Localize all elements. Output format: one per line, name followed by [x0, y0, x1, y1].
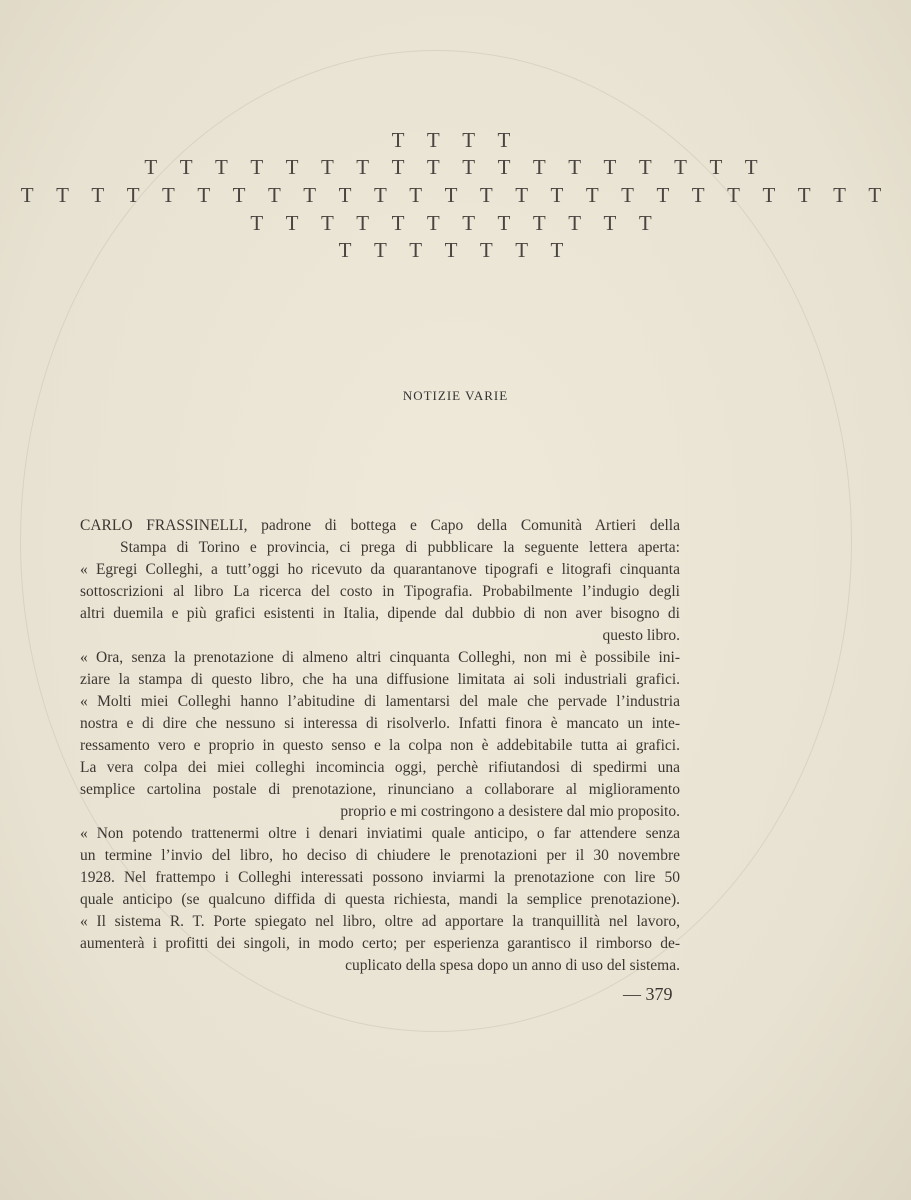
article-line: cuplicato della spesa dopo un anno di uso del sistema.	[345, 957, 680, 974]
article-line: « Molti miei Colleghi hanno l’abitudine di lamentarsi del male che pervade l’industria	[80, 693, 680, 710]
article-line: aumenterà i profitti dei singoli, in modo certo; per esperienza garantisco il rimborso de-	[80, 935, 680, 952]
article-line: « Ora, senza la prenotazione di almeno altri cinquanta Colleghi, non mi è possibile ini-	[80, 649, 680, 666]
article-line: « Il sistema R. T. Porte spiegato nel libro, oltre ad apportare la tranquillità nel lavoro,	[80, 913, 680, 930]
ornament-line-1: T T T T	[391, 128, 520, 152]
ornament-line-4: T T T T T T T T T T T T	[250, 211, 661, 235]
article-line: sottoscrizioni al libro La ricerca del costo in Tipografia. Probabilmente l’indugio degli	[80, 583, 680, 600]
article-line: ziare la stampa di questo libro, che ha una diffusione limitata ai soli industriali grafici.	[80, 671, 680, 688]
article-line: 1928. Nel frattempo i Colleghi interessati possono inviarmi la prenotazione con lire 50	[80, 869, 680, 886]
article-line: nostra e di dire che nessuno si interessa di risolverlo. Infatti finora è mancato un inte-	[80, 715, 680, 732]
article-line: CARLO FRASSINELLI, padrone di bottega e Capo della Comunità Artieri della	[80, 517, 680, 534]
article-line: « Non potendo trattenermi oltre i denari inviatimi quale anticipo, o far attendere senza	[80, 825, 680, 842]
section-heading: NOTIZIE VARIE	[402, 388, 509, 403]
article-line: altri duemila e più grafici esistenti in Italia, dipende dal dubbio di non aver bisogno di	[80, 605, 680, 622]
article-line: proprio e mi costringono a desistere dal mio proposito.	[340, 803, 680, 820]
article-line: un termine l’invio del libro, ho deciso di chiudere le prenotazioni per il 30 novembre	[80, 847, 680, 864]
article-line: semplice cartolina postale di prenotazione, rinunciano a collaborare al miglioramento	[80, 781, 680, 798]
page-number: — 379	[623, 984, 673, 1004]
article-line: ressamento vero e proprio in questo senso e la colpa non è addebitabile tutta ai grafici.	[80, 737, 680, 754]
article-body	[80, 515, 680, 977]
ornament-line-3: T T T T T T T T T T T T T T T T T T T T T T T T T	[20, 183, 891, 207]
article-line: Stampa di Torino e provincia, ci prega di pubblicare la seguente lettera aperta:	[120, 539, 680, 556]
article-line: quale anticipo (se qualcuno diffida di questa richiesta, mandi la semplice prenotazione).	[80, 891, 680, 908]
ornament-line-2: T T T T T T T T T T T T T T T T T T	[144, 155, 767, 179]
article-line: questo libro.	[602, 627, 680, 644]
ornament-line-5: T T T T T T T	[338, 238, 573, 262]
article-line: « Egregi Colleghi, a tutt’oggi ho ricevuto da quarantanove tipografi e litografi cinquanta	[80, 561, 680, 578]
article-line: La vera colpa dei miei colleghi incomincia oggi, perchè rifiutandosi di spedirmi una	[80, 759, 680, 776]
